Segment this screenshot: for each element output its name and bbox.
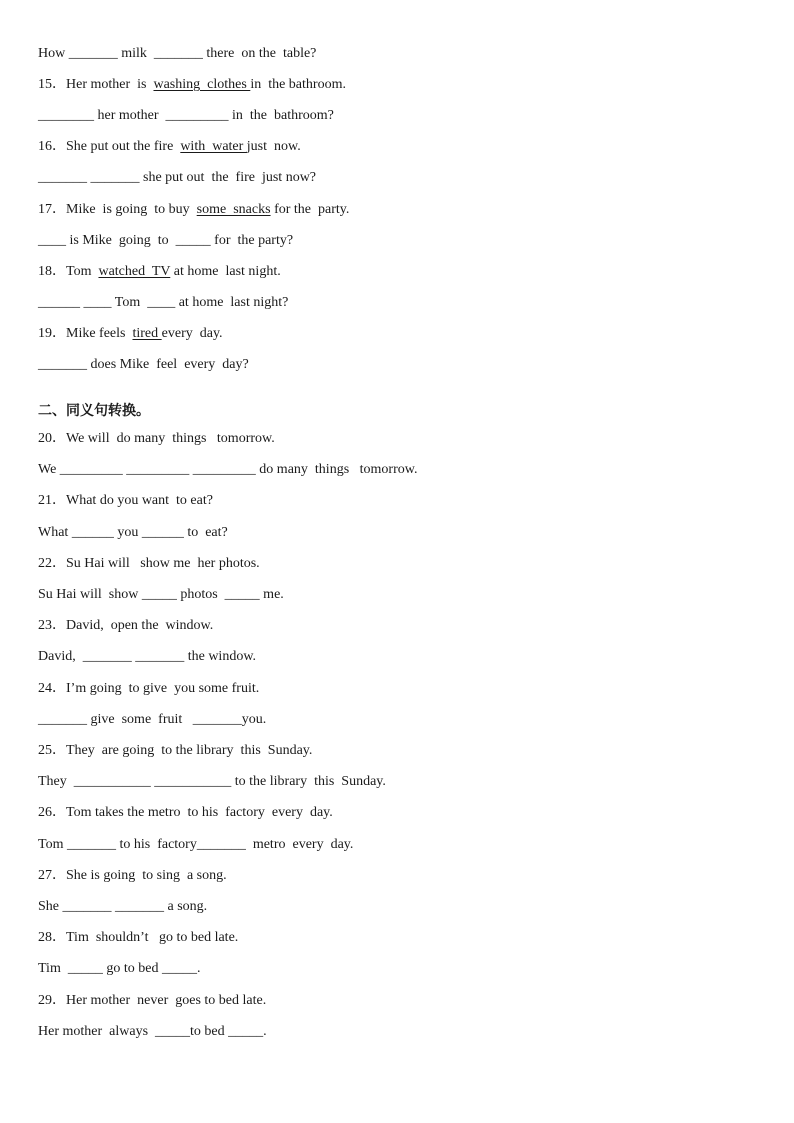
exercise-line [38, 773, 386, 791]
line-text: _______ does Mike feel every day? [38, 357, 249, 372]
exercise-line [38, 356, 249, 374]
exercise-line [38, 76, 346, 94]
exercise-line [38, 617, 213, 635]
line-text: 20．We will do many things tomorrow. [38, 431, 275, 446]
line-text: 26．Tom takes the metro to his factory every day. [38, 805, 333, 821]
exercise-line [38, 430, 275, 448]
line-text: 22．Su Hai will show me her photos. [38, 555, 260, 571]
line-text: Her mother always _____to bed _____. [38, 1023, 267, 1039]
underlined-phrase: tired [132, 325, 162, 341]
underlined-phrase: watched TV [98, 263, 171, 279]
exercise-line [38, 45, 316, 63]
line-text: 19．Mike feels [38, 325, 133, 341]
exercise-line [38, 867, 227, 885]
line-text: 27．She is going to sing a song. [38, 867, 227, 883]
line-text: How _______ milk _______ there on the table? [38, 46, 317, 61]
line-text: 25．They are going to the library this Sunday. [38, 743, 313, 758]
line-text: for the party. [270, 201, 350, 217]
exercise-line [38, 201, 349, 219]
line-text: 16．She put out the fire [38, 139, 181, 155]
exercise-line [38, 492, 213, 510]
line-text: ____ is Mike going to _____ for the party? [38, 232, 294, 248]
line-text: 21．What do you want to eat? [38, 493, 213, 509]
exercise-line [38, 107, 334, 125]
line-text: 18．Tom [38, 263, 99, 279]
line-text: We _________ _________ _________ do many things tomorrow. [38, 462, 418, 478]
exercise-line [38, 960, 200, 978]
exercise-line [38, 555, 260, 573]
exercise-line [38, 836, 353, 854]
exercise-line [38, 711, 266, 729]
exercise-line [38, 742, 312, 760]
line-text: 24．I’m going to give you some fruit. [38, 680, 260, 696]
line-text: 29．Her mother never goes to bed late. [38, 992, 267, 1008]
line-text: _______ give some fruit _______you. [38, 711, 267, 727]
exercise-line [38, 648, 256, 666]
exercise-line [38, 898, 207, 916]
line-text: at home last night. [170, 263, 281, 279]
line-text: ______ ____ Tom ____ at home last night? [38, 294, 289, 310]
line-text: _______ _______ she put out the fire just now? [38, 170, 317, 186]
line-text: Su Hai will show _____ photos _____ me. [38, 587, 284, 602]
underlined-phrase: with water [180, 139, 247, 155]
line-text: They ___________ ___________ to the library this Sunday. [38, 774, 386, 790]
line-text: just now. [246, 139, 301, 155]
exercise-line [38, 804, 333, 822]
line-text: David, _______ _______ the window. [38, 649, 257, 665]
exercise-line [38, 325, 223, 343]
line-text: She _______ _______ a song. [38, 899, 208, 914]
line-text: every day. [161, 325, 223, 341]
exercise-line [38, 138, 301, 156]
underlined-phrase: washing clothes [153, 77, 251, 93]
exercise-line [38, 929, 238, 947]
line-text: ________ her mother _________ in the bathroom? [38, 108, 334, 124]
exercise-line [38, 586, 284, 604]
line-text: Tim _____ go to bed _____. [38, 961, 201, 977]
exercise-line [38, 169, 316, 187]
exercise-line [38, 1023, 267, 1041]
line-text: 23．David, open the window. [38, 618, 214, 634]
line-text: 15．Her mother is [38, 77, 154, 93]
exercise-line [38, 294, 288, 312]
exercise-line [38, 524, 228, 542]
line-text: Tom _______ to his factory_______ metro every day. [38, 836, 354, 852]
exercise-line [38, 461, 417, 479]
section-2-heading: 二、同义句转换。 [38, 403, 150, 419]
line-text: 17．Mike is going to buy [38, 201, 197, 217]
exercise-line [38, 680, 259, 698]
line-text: in the bathroom. [250, 77, 346, 93]
exercise-line [38, 232, 293, 250]
exercise-line [38, 992, 266, 1010]
underlined-phrase: some snacks [196, 201, 271, 217]
line-text: 28．Tim shouldn’t go to bed late. [38, 930, 239, 946]
exercise-line [38, 263, 281, 281]
line-text: What ______ you ______ to eat? [38, 524, 228, 540]
